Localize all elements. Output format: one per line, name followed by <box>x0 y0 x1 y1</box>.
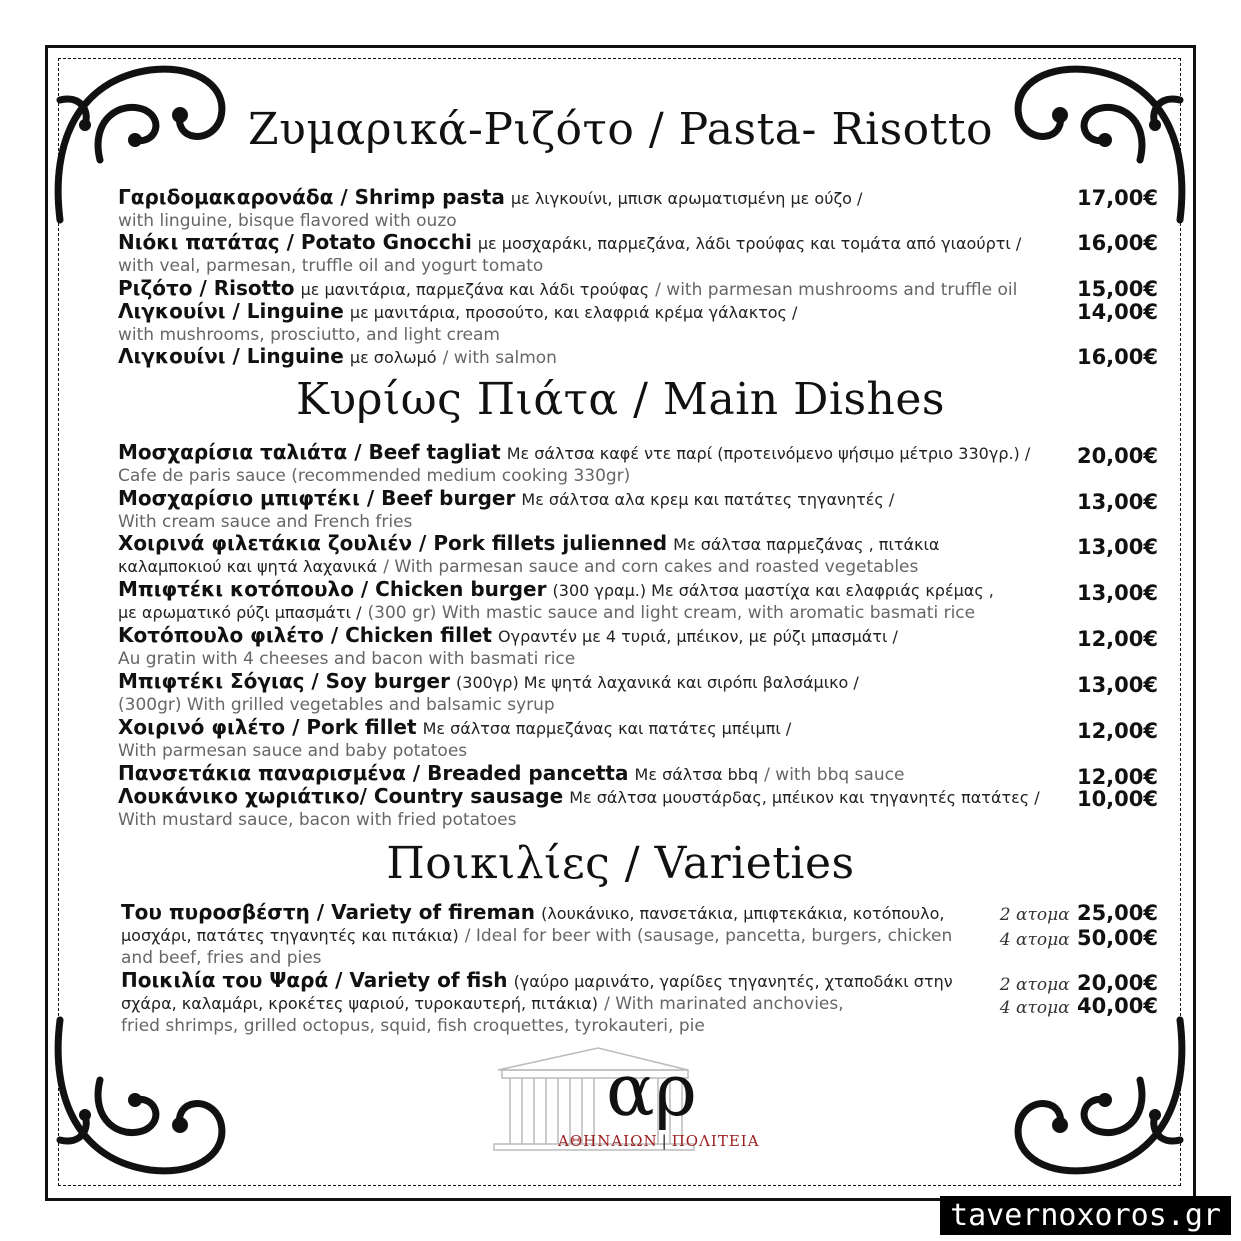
item-name: Λιγκουίνι / Linguine <box>118 344 344 368</box>
logo-left-word: ΑΘΗΝΑΙΩΝ <box>558 1132 658 1150</box>
item-desc-greek: (300 γραμ.) Με σάλτσα μαστίχα και ελαφριάς κρέμας , <box>552 581 994 600</box>
item-price: 20,00€ <box>1076 444 1158 468</box>
item-price: 13,00€ <box>1076 581 1158 605</box>
item-desc-greek: με μοσχαράκι, παρμεζάνα, λάδι τρούφας και τομάτα από γιαούρτι / <box>477 234 1022 253</box>
item-name: Λουκάνικο χωριάτικο/ Country sausage <box>118 784 564 808</box>
item-desc-english: / With parmesan sauce and corn cakes and roasted vegetables <box>383 557 919 577</box>
persons-label: 2 ατομα <box>999 905 1070 925</box>
item-desc-english: (300gr) With grilled vegetables and balsamic syrup <box>118 695 555 715</box>
item-desc-english: with linguine, bisque flavored with ouzo <box>118 211 457 231</box>
item-name: Του πυροσβέστη / Variety of fireman <box>121 900 536 924</box>
item-name: Μοσχαρίσιο μπιφτέκι / Beef burger <box>118 486 516 510</box>
item-name: Νιόκι πατάτας / Potato Gnocchi <box>118 230 472 254</box>
persons-label: 4 ατομα <box>999 930 1070 950</box>
item-desc-english: / Ideal for beer with (sausage, pancetta, burgers, chicken <box>464 926 953 946</box>
item-desc-english: with mushrooms, prosciutto, and light cream <box>118 325 500 345</box>
item-desc-greek: Με σάλτσα bbq <box>634 765 759 784</box>
item-price: 13,00€ <box>1076 490 1158 514</box>
item-desc-english: / with parmesan mushrooms and truffle oil <box>655 280 1018 300</box>
item-name: Γαριδομακαρονάδα / Shrimp pasta <box>118 185 505 209</box>
item-price-4-persons <box>1000 926 1158 950</box>
item-desc-greek: (λουκάνικο, πανσετάκια, μπιφτεκάκια, κοτόπουλο, <box>541 904 945 923</box>
item-price-4-persons <box>1000 994 1158 1018</box>
item-desc-greek: Με σάλτσα παρμεζάνας και πατάτες μπέιμπι / <box>422 719 792 738</box>
item-name: Λιγκουίνι / Linguine <box>118 299 344 323</box>
item-name: Μπιφτέκι κοτόπουλο / Chicken burger <box>118 577 547 601</box>
item-price: 13,00€ <box>1076 535 1158 559</box>
persons-label: 4 ατομα <box>999 998 1070 1018</box>
menu-item-breaded-pancetta <box>118 761 1158 789</box>
price-value: 20,00€ <box>1076 971 1158 995</box>
item-price-2-persons <box>1000 971 1158 995</box>
item-desc-greek: Με σάλτσα αλα κρεμ και πατάτες τηγανητές / <box>521 490 895 509</box>
menu-item-pork-fillets-julienned <box>118 532 1158 576</box>
item-desc-greek: με λιγκουίνι, μπισκ αρωματισμένη με ούζο / <box>510 189 863 208</box>
item-name: Μοσχαρίσια ταλιάτα / Beef tagliat <box>118 440 501 464</box>
logo-wordmark: ΑΘΗΝΑΙΩΝ | ΠΟΛΙΤΕΙΑ <box>558 1132 760 1150</box>
item-desc-english: With mustard sauce, bacon with fried potatoes <box>118 810 517 830</box>
item-desc-greek: με σολωμό <box>349 348 437 367</box>
section-title-main-dishes: Κυρίως Πιάτα / Main Dishes <box>295 374 945 425</box>
price-value: 40,00€ <box>1076 994 1158 1018</box>
item-desc-greek: Ογραντέν με 4 τυριά, μπέικον, με ρύζι μπασμάτι / <box>498 627 898 646</box>
section-title-varieties: Ποικιλίες / Varieties <box>386 838 855 889</box>
item-price: 16,00€ <box>1076 345 1158 369</box>
menu-item-country-sausage <box>118 785 1158 829</box>
item-name: Μπιφτέκι Σόγιας / Soy burger <box>118 669 450 693</box>
menu-item-chicken-burger <box>118 578 1158 622</box>
item-desc-english-continued: and beef, fries and pies <box>121 948 322 968</box>
menu-item-chicken-fillet <box>118 624 1158 668</box>
logo-mark: αρ <box>606 1048 697 1132</box>
menu-item-beef-burger <box>118 487 1158 531</box>
site-watermark: tavernoxoros.gr <box>940 1196 1231 1235</box>
item-price: 12,00€ <box>1076 627 1158 651</box>
item-price: 10,00€ <box>1076 787 1158 811</box>
menu-item-beef-tagliata <box>118 441 1158 485</box>
item-desc-greek: με μανιτάρια, προσούτο, και ελαφριά κρέμα γάλακτος / <box>349 303 798 322</box>
item-desc-english: (300 gr) With mastic sauce and light cream, with aromatic basmati rice <box>367 603 976 623</box>
item-desc-greek: (γαύρο μαρινάτο, γαρίδες τηγανητές, χταποδάκι στην <box>513 972 953 991</box>
item-desc-english: / With marinated anchovies, <box>604 994 844 1014</box>
menu-item-linguine-salmon <box>118 345 1158 367</box>
restaurant-logo <box>488 1040 768 1160</box>
item-desc-greek-continued: με αρωματικό ρύζι μπασμάτι / <box>118 603 362 622</box>
item-desc-english: / with salmon <box>442 348 557 368</box>
persons-label: 2 ατομα <box>999 975 1070 995</box>
item-desc-greek: με μανιτάρια, παρμεζάνα και λάδι τρούφας <box>300 280 650 299</box>
menu-item-potato-gnocchi <box>118 231 1158 275</box>
item-desc-english: with veal, parmesan, truffle oil and yogurt tomato <box>118 256 544 276</box>
item-name: Χοιρινά φιλετάκια ζουλιέν / Pork fillets julienned <box>118 531 668 555</box>
menu-item-risotto <box>118 277 1158 299</box>
menu-item-soy-burger <box>118 670 1158 714</box>
item-desc-english: Cafe de paris sauce (recommended medium cooking 330gr) <box>118 466 631 486</box>
item-desc-english: Au gratin with 4 cheeses and bacon with basmati rice <box>118 649 576 669</box>
item-name: Ποικιλία του Ψαρά / Variety of fish <box>121 968 508 992</box>
price-value: 25,00€ <box>1076 901 1158 925</box>
price-value: 50,00€ <box>1076 926 1158 950</box>
item-price: 12,00€ <box>1076 765 1158 789</box>
item-desc-greek-continued: μοσχάρι, πατάτες τηγανητές και πιτάκια) <box>121 926 459 945</box>
menu-item-shrimp-pasta <box>118 186 1158 230</box>
item-desc-greek: Με σάλτσα μουστάρδας, μπέικον και τηγανητές πατάτες / <box>569 788 1040 807</box>
item-desc-greek-continued: σχάρα, καλαμάρι, κροκέτες ψαριού, τυροκαυτερή, πιτάκια) <box>121 994 599 1013</box>
item-desc-greek: (300γρ) Με ψητά λαχανικά και σιρόπι βαλσάμικο / <box>456 673 859 692</box>
menu-item-pork-fillet <box>118 716 1158 760</box>
item-name: Χοιρινό φιλέτο / Pork fillet <box>118 715 417 739</box>
item-desc-english-continued: fried shrimps, grilled octopus, squid, fish croquettes, tyrokauteri, pie <box>121 1016 705 1036</box>
item-price: 13,00€ <box>1076 673 1158 697</box>
logo-right-word: ΠΟΛΙΤΕΙΑ <box>671 1132 760 1150</box>
menu-item-linguine-mushrooms <box>118 300 1158 344</box>
item-price: 15,00€ <box>1076 277 1158 301</box>
item-price: 16,00€ <box>1076 231 1158 255</box>
menu-item-variety-fireman <box>121 901 1161 967</box>
item-name: Πανσετάκια παναρισμένα / Breaded pancetta <box>118 761 629 785</box>
item-price-2-persons <box>1000 901 1158 925</box>
section-title-pasta-risotto: Ζυμαρικά-Ριζότο / Pasta- Risotto <box>248 104 993 155</box>
item-name: Ριζότο / Risotto <box>118 276 295 300</box>
item-desc-english: With cream sauce and French fries <box>118 512 413 532</box>
menu-item-variety-fish <box>121 969 1161 1035</box>
item-desc-english: / with bbq sauce <box>764 765 905 785</box>
item-desc-greek: Με σάλτσα καφέ ντε παρί (προτεινόμενο ψήσιμο μέτριο 330γρ.) / <box>506 444 1031 463</box>
item-desc-greek-continued: καλαμποκιού και ψητά λαχανικά <box>118 557 378 576</box>
item-name: Κοτόπουλο φιλέτο / Chicken fillet <box>118 623 492 647</box>
item-price: 14,00€ <box>1076 300 1158 324</box>
item-desc-english: With parmesan sauce and baby potatoes <box>118 741 468 761</box>
item-price: 12,00€ <box>1076 719 1158 743</box>
item-price: 17,00€ <box>1076 186 1158 210</box>
item-desc-greek: Με σάλτσα παρμεζάνας , πιτάκια <box>673 535 940 554</box>
